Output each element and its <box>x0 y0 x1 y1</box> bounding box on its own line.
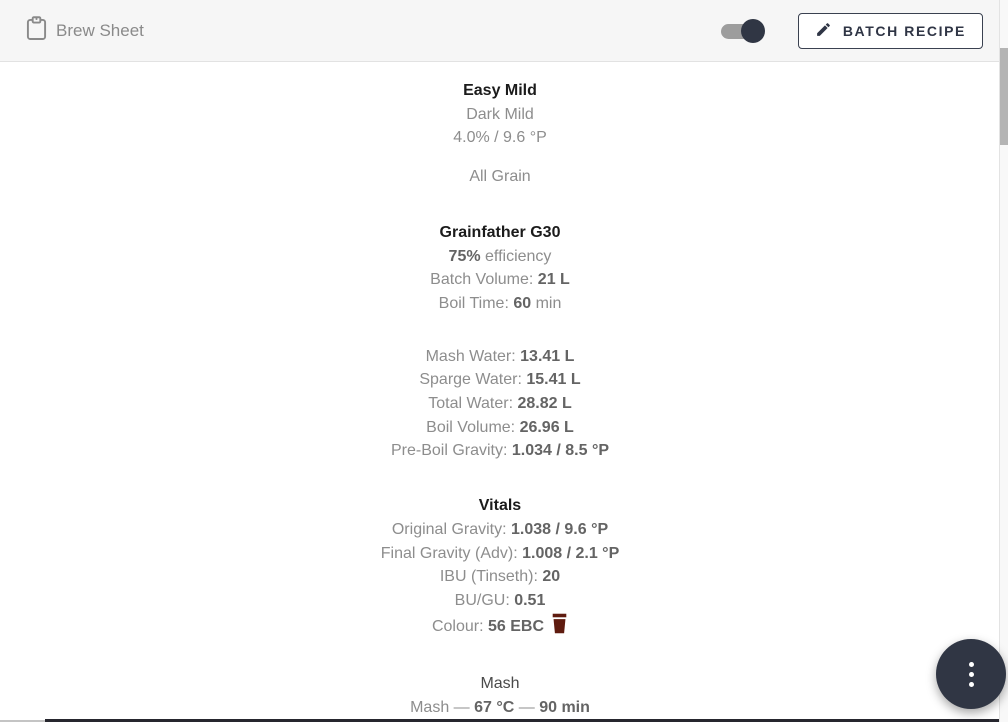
page-title-group <box>26 16 144 46</box>
stat-line-boil-volume: Boil Volume: 26.96 L <box>426 418 574 436</box>
batch-recipe-button[interactable] <box>798 13 983 49</box>
stat-line-efficiency: 75% efficiency <box>448 247 552 265</box>
beer-glass-icon <box>551 613 568 642</box>
clipboard-icon <box>26 16 47 46</box>
stat-line-ibu: IBU (Tinseth): 20 <box>439 568 561 586</box>
recipe-style: Dark Mild <box>466 105 534 123</box>
stat-line-mash-water: Mash Water: 13.41 L <box>425 347 575 365</box>
kebab-menu-icon <box>969 662 974 687</box>
more-options-fab[interactable] <box>936 639 1006 709</box>
stat-line-total-water: Total Water: 28.82 L <box>428 395 572 413</box>
mash-title: Mash <box>480 675 520 693</box>
mash-step-line: Mash — 67 °C — 90 min <box>410 699 590 717</box>
stat-line-original-gravity: Original Gravity: 1.038 / 9.6 °P <box>391 520 609 538</box>
header-toolbar <box>0 0 1000 62</box>
equipment-name: Grainfather G30 <box>439 223 561 241</box>
equipment-section <box>0 221 1000 316</box>
scrollbar-thumb[interactable] <box>1000 48 1008 145</box>
stat-line-boil-time: Boil Time: 60 min <box>438 294 562 312</box>
recipe-summary-section <box>0 79 1000 189</box>
stat-line-preboil-gravity: Pre-Boil Gravity: 1.034 / 8.5 °P <box>390 442 610 460</box>
page-title: Brew Sheet <box>56 20 144 40</box>
vitals-title: Vitals <box>478 497 522 515</box>
mash-section <box>0 672 1000 719</box>
stat-line-colour: Colour: 56 EBC <box>0 613 1000 642</box>
stat-line-bugu: BU/GU: 0.51 <box>454 591 546 609</box>
recipe-name: Easy Mild <box>463 82 537 99</box>
stat-line-batch-volume: Batch Volume: 21 L <box>430 271 570 289</box>
vertical-scrollbar[interactable] <box>999 0 1008 722</box>
stat-line-final-gravity: Final Gravity (Adv): 1.008 / 2.1 °P <box>380 544 620 562</box>
recipe-abv-gravity: 4.0% / 9.6 °P <box>453 129 547 147</box>
vitals-section <box>0 494 1000 641</box>
water-section <box>0 345 1000 464</box>
brew-sheet-content <box>0 62 1000 720</box>
recipe-method: All Grain <box>469 168 531 186</box>
batch-recipe-button-label: BATCH RECIPE <box>842 22 966 39</box>
pencil-icon <box>815 21 832 41</box>
header-actions <box>719 13 983 49</box>
stat-line-sparge-water: Sparge Water: 15.41 L <box>419 371 581 389</box>
toggle-thumb[interactable] <box>741 19 765 43</box>
batch-recipe-toggle[interactable] <box>719 18 765 44</box>
